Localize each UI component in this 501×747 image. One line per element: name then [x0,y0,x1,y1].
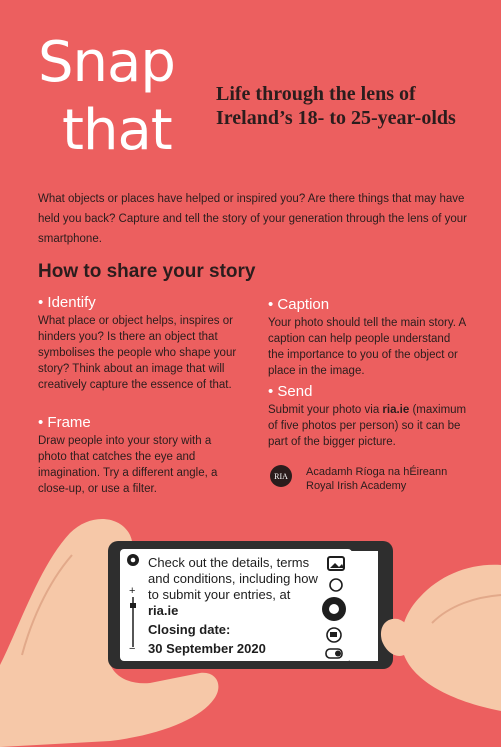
send-body-suffix: (maximum of five photos per person) so it can be part of the bigger picture. [268,404,467,448]
right-hand [401,565,501,711]
zoom-slider-handle[interactable] [130,603,136,608]
section-identify [38,294,238,393]
caption-body: Your photo should tell the main story. A caption can help people understand the importance to you of the object or place in the image. [268,317,466,377]
send-link[interactable]: ria.ie [382,404,410,416]
phone-message-link[interactable]: ria.ie [148,603,179,618]
camera-control-strip [350,551,378,661]
phone-message-body [148,555,318,619]
subtitle-line2: Ireland’s 18- to 25-year-olds [216,107,456,129]
subtitle-line1: Life through the lens of [216,83,416,105]
send-body [268,402,468,450]
section-send [268,383,468,450]
title-that: that [62,98,172,163]
closing-date-label: Closing date: [148,622,231,637]
ria-logo-mark: RIA [270,465,292,487]
settings-gear-hole [131,558,136,563]
frame-title: • Frame [38,414,91,431]
ria-name-english: Royal Irish Academy [306,480,407,492]
intro-text: What objects or places have helped or inspired you? Are there things that may have held you back? Capture and tell the story of your generation through the lens of your smartphone. [38,193,467,245]
subtitle [216,82,496,130]
section-frame [38,414,238,497]
send-body-prefix: Submit your photo via [268,404,383,416]
ria-logo-text [306,465,447,493]
ria-name-irish: Acadamh Ríoga na hÉireann [306,466,448,478]
shutter-button-inner [329,604,339,614]
zoom-plus-label: + [129,585,136,597]
caption-title: • Caption [268,296,330,313]
phone-message [148,555,318,657]
send-title: • Send [268,383,313,400]
photo-video-toggle-knob [335,651,341,657]
video-mode-icon-inner [330,632,337,637]
phone-message-prefix: Check out the details, terms and conditions, including how to submit your entries, at [148,555,318,602]
zoom-minus-label: − [129,643,136,655]
identify-body: What place or object helps, inspires or hinders you? Is there an object that symbolises the people who shape your story? Think about an image that will creatively capture the essence of that. [38,315,237,391]
how-to-heading: How to share your story [38,261,256,282]
frame-body: Draw people into your story with a photo that catches the eye and imagination. Try a different angle, a close-up, or use a filter. [38,435,218,495]
closing-date-value: 30 September 2020 [148,641,266,656]
section-caption [268,296,468,379]
identify-title: • Identify [38,294,96,311]
title-snap: Snap [38,30,175,95]
